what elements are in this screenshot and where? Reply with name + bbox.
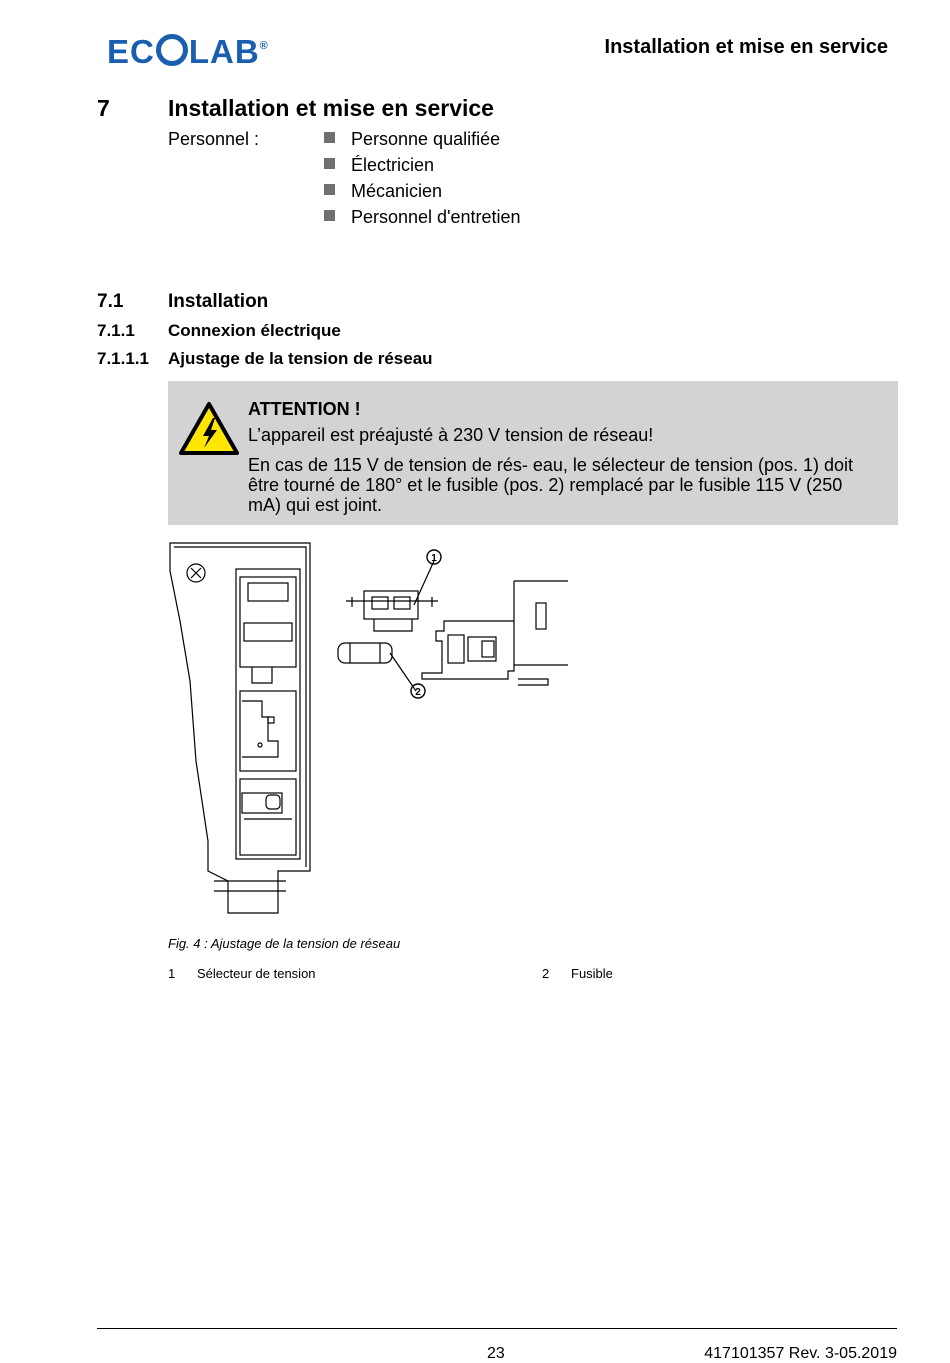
square-bullet-icon — [324, 158, 335, 169]
legend-label-2: Fusible — [571, 966, 613, 981]
warning-text-preset: L’appareil est préajusté à 230 V tension de réseau! — [248, 425, 654, 445]
personnel-item: Personne qualifiée — [351, 129, 501, 149]
personnel-item: Personnel d'entretien — [351, 207, 521, 227]
page-number: 23 — [487, 1345, 505, 1362]
legend-num-2: 2 — [542, 966, 550, 981]
list-item — [324, 207, 521, 233]
legend-label-1: Sélecteur de tension — [197, 966, 316, 981]
subsubsection-title: Ajustage de la tension de réseau — [168, 349, 433, 368]
section-number: 7.1 — [97, 291, 124, 312]
list-item — [324, 155, 521, 181]
footer-divider — [97, 1328, 897, 1329]
running-header: Installation et mise en service — [604, 36, 888, 58]
chapter-title: Installation et mise en service — [168, 95, 494, 121]
square-bullet-icon — [324, 210, 335, 221]
subsection-title: Connexion électrique — [168, 321, 341, 340]
figure-caption: Fig. 4 : Ajustage de la tension de réseau — [168, 936, 401, 951]
square-bullet-icon — [324, 132, 335, 143]
callout-1-label: 1 — [431, 553, 437, 564]
personnel-item: Mécanicien — [351, 181, 443, 201]
registered-mark: ® — [259, 40, 269, 52]
subsection-number: 7.1.1 — [97, 321, 135, 340]
square-bullet-icon — [324, 184, 335, 195]
logo-ring-icon — [156, 34, 188, 66]
section-title: Installation — [168, 291, 269, 312]
logo-text-start: EC — [107, 33, 155, 70]
callout-2-label: 2 — [415, 687, 421, 698]
subsubsection-number: 7.1.1.1 — [97, 349, 149, 368]
chapter-number: 7 — [97, 95, 110, 121]
warning-box — [168, 381, 898, 525]
list-item — [324, 129, 521, 155]
electrical-hazard-icon — [178, 401, 240, 457]
logo-text-end: LAB — [188, 33, 260, 70]
legend-num-1: 1 — [168, 966, 176, 981]
personnel-list — [324, 129, 521, 233]
personnel-item: Électricien — [351, 155, 435, 175]
list-item — [324, 181, 521, 207]
personnel-label: Personnel : — [168, 129, 260, 149]
warning-heading: ATTENTION ! — [248, 399, 361, 419]
warning-text-instructions: En cas de 115 V de tension de rés- eau, le sélecteur de tension (pos. 1) doit être tourné de 180° et le fusible (pos. 2) remplacé par le fusible 115 V (250 mA) qui est joint. — [248, 455, 854, 515]
voltage-selector-figure — [168, 541, 578, 921]
document-reference: 417101357 Rev. 3-05.2019 — [704, 1345, 897, 1362]
ecolab-logo — [107, 28, 269, 70]
